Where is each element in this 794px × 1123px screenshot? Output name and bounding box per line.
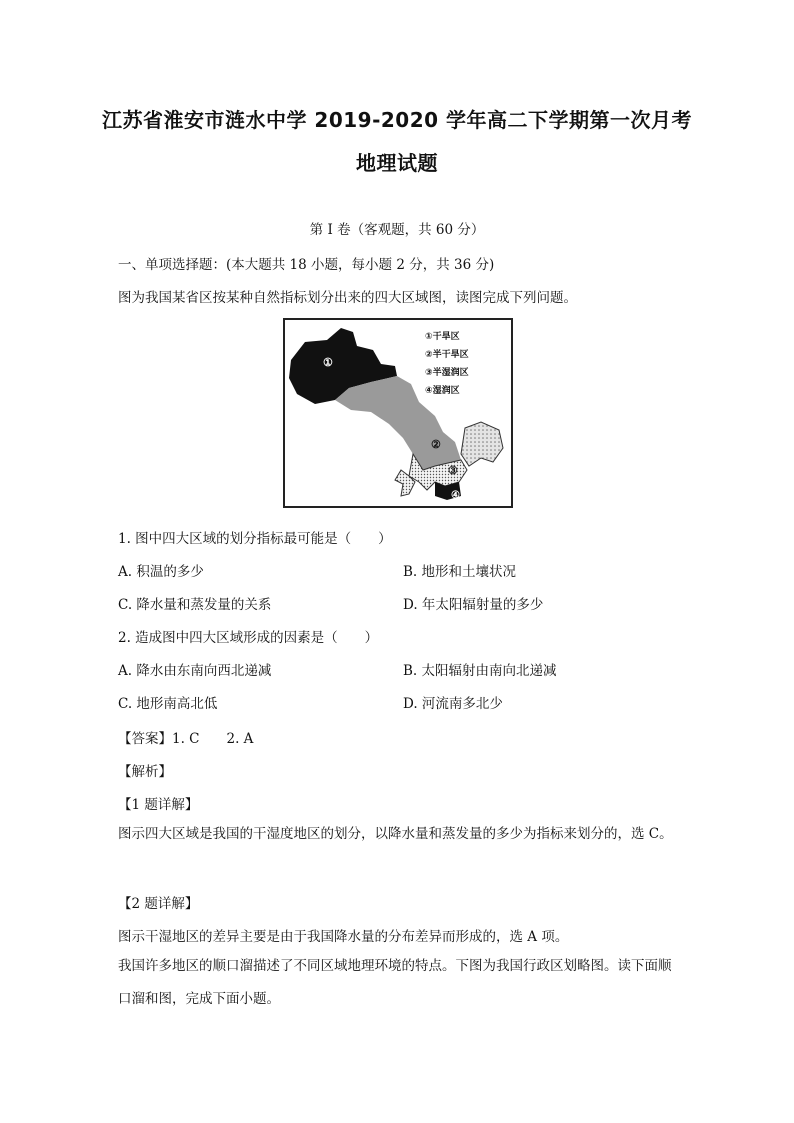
question-intro-2: 我国许多地区的顺口溜描述了不同区域地理环境的特点。下图为我国行政区划略图。读下面顺口溜和图，完成下面小题。 [118, 958, 672, 1007]
region-map-figure [283, 318, 513, 508]
q1-option-c: C. 降水量和蒸发量的关系 [118, 597, 272, 613]
document-title-line1: 江苏省淮安市涟水中学 2019-2020 学年高二下学期第一次月考 [101, 108, 693, 132]
question-intro-1: 图为我国某省区按某种自然指标划分出来的四大区域图，读图完成下列问题。 [118, 290, 577, 306]
q2-option-d: D. 河流南多北少 [403, 696, 503, 712]
q2-stem: 2. 造成图中四大区域形成的因素是（ ） [118, 630, 379, 646]
section-heading: 一、单项选择题：(本大题共 18 小题，每小题 2 分，共 36 分) [118, 257, 495, 273]
volume-heading: 第 I 卷（客观题，共 60 分） [309, 222, 485, 238]
analysis-heading: 【解析】 [118, 764, 172, 780]
q1-stem: 1. 图中四大区域的划分指标最可能是（ ） [118, 531, 392, 547]
legend-item-arid: ①干旱区 [425, 332, 460, 342]
region-marker-1: ① [323, 356, 333, 369]
answer-line: 【答案】1. C 2. A [118, 731, 254, 747]
detail2-heading: 【2 题详解】 [118, 896, 199, 912]
q1-option-b: B. 地形和土壤状况 [403, 564, 517, 580]
q1-option-d: D. 年太阳辐射量的多少 [403, 597, 544, 613]
q2-option-b: B. 太阳辐射由南向北递减 [403, 663, 557, 679]
document-title-line2: 地理试题 [356, 151, 438, 175]
region-marker-2: ② [431, 438, 441, 451]
detail2-text: 图示干湿地区的差异主要是由于我国降水量的分布差异而形成的，选 A 项。 [118, 929, 569, 945]
legend-item-humid: ④湿润区 [425, 386, 460, 396]
detail1-text: 图示四大区域是我国的干湿度地区的划分，以降水量和蒸发量的多少为指标来划分的，选 C。 [118, 826, 673, 842]
region-east-shape [461, 422, 503, 466]
legend-item-semiarid: ②半干旱区 [425, 350, 469, 360]
q2-option-a: A. 降水由东南向西北递减 [118, 663, 272, 679]
region-marker-4: ④ [451, 490, 460, 501]
q2-option-c: C. 地形南高北低 [118, 696, 218, 712]
q1-option-a: A. 积温的多少 [118, 564, 204, 580]
region-map-svg [285, 320, 511, 506]
legend-item-semihumid: ③半湿润区 [425, 368, 469, 378]
region-marker-3: ③ [448, 464, 458, 477]
detail1-heading: 【1 题详解】 [118, 797, 199, 813]
map-legend [425, 328, 469, 400]
